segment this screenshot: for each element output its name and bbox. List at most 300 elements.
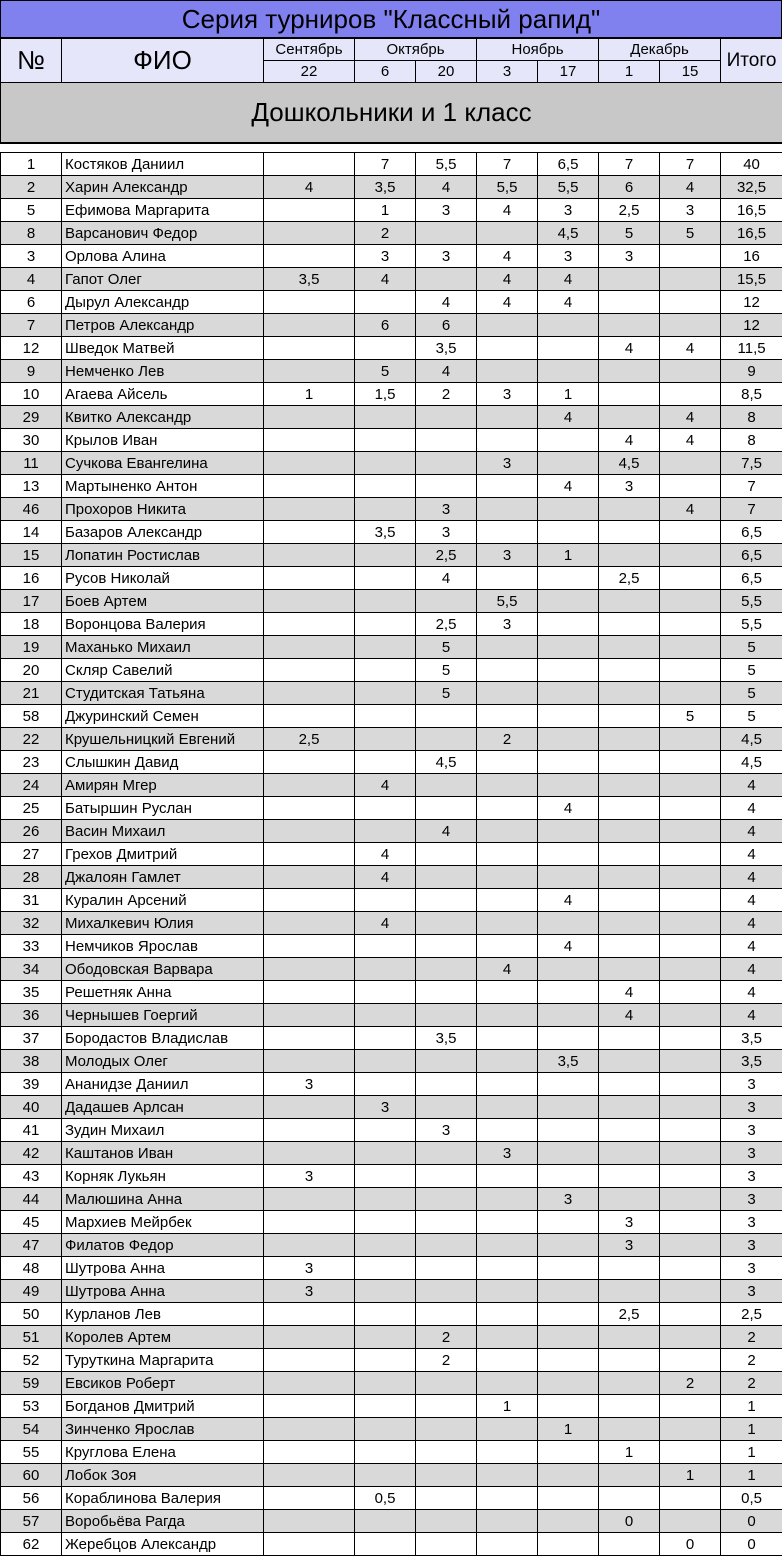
score-cell [660, 1303, 721, 1326]
score-cell: 3,5 [355, 176, 416, 199]
total-cell: 4 [721, 935, 782, 958]
player-name-cell: Сучкова Евангелина [62, 452, 264, 475]
player-name-cell: Каштанов Иван [62, 1142, 264, 1165]
score-cell [264, 245, 355, 268]
score-cell [264, 1349, 355, 1372]
rank-cell: 38 [1, 1050, 62, 1073]
score-cell [264, 222, 355, 245]
score-cell [264, 1211, 355, 1234]
score-cell [264, 429, 355, 452]
standings-table [0, 38, 782, 1556]
score-cell [355, 1188, 416, 1211]
score-cell [416, 912, 477, 935]
score-cell [355, 429, 416, 452]
score-cell [264, 544, 355, 567]
score-cell: 1 [264, 383, 355, 406]
total-cell: 32,5 [721, 176, 782, 199]
score-cell [477, 1004, 538, 1027]
table-row [1, 1487, 782, 1510]
score-cell [538, 1510, 599, 1533]
rank-cell: 24 [1, 774, 62, 797]
score-cell [538, 1349, 599, 1372]
score-cell [477, 1119, 538, 1142]
table-row [1, 636, 782, 659]
player-name-cell: Малюшина Анна [62, 1188, 264, 1211]
rank-cell: 39 [1, 1073, 62, 1096]
header-row-months [1, 39, 782, 61]
score-cell [599, 1119, 660, 1142]
score-cell: 4 [477, 245, 538, 268]
score-cell [264, 797, 355, 820]
score-cell [355, 498, 416, 521]
player-name-cell: Харин Александр [62, 176, 264, 199]
score-cell: 2,5 [599, 567, 660, 590]
header-month-december: Декабрь [599, 39, 721, 61]
score-cell [477, 1257, 538, 1280]
rank-cell: 23 [1, 751, 62, 774]
score-cell [599, 360, 660, 383]
table-row [1, 797, 782, 820]
table-row [1, 981, 782, 1004]
total-cell: 3,5 [721, 1050, 782, 1073]
rank-cell: 26 [1, 820, 62, 843]
score-cell: 5 [416, 682, 477, 705]
score-cell: 4 [416, 360, 477, 383]
header-month-september: Сентябрь [264, 39, 355, 61]
score-cell: 3 [599, 475, 660, 498]
score-cell [477, 1372, 538, 1395]
rank-cell: 5 [1, 199, 62, 222]
score-cell: 3 [416, 498, 477, 521]
score-cell: 4 [538, 268, 599, 291]
score-cell: 3 [416, 521, 477, 544]
score-cell [416, 1234, 477, 1257]
score-cell: 5 [660, 705, 721, 728]
score-cell [660, 1027, 721, 1050]
score-cell [660, 774, 721, 797]
score-cell [538, 521, 599, 544]
score-cell: 4,5 [599, 452, 660, 475]
score-cell [477, 1050, 538, 1073]
score-cell [355, 958, 416, 981]
rank-cell: 25 [1, 797, 62, 820]
total-cell: 4 [721, 958, 782, 981]
score-cell [355, 337, 416, 360]
score-cell [599, 636, 660, 659]
score-cell: 4,5 [538, 222, 599, 245]
score-cell [660, 360, 721, 383]
total-cell: 1 [721, 1464, 782, 1487]
score-cell [416, 774, 477, 797]
score-cell [599, 406, 660, 429]
total-cell: 12 [721, 314, 782, 337]
table-row [1, 958, 782, 981]
player-name-cell: Круглова Елена [62, 1441, 264, 1464]
score-cell [477, 521, 538, 544]
score-cell: 2 [416, 383, 477, 406]
score-cell [538, 1234, 599, 1257]
score-cell: 3 [264, 1257, 355, 1280]
score-cell [264, 1441, 355, 1464]
score-cell [538, 958, 599, 981]
player-name-cell: Базаров Александр [62, 521, 264, 544]
score-cell: 7 [599, 153, 660, 176]
rank-cell: 46 [1, 498, 62, 521]
score-cell [538, 452, 599, 475]
total-cell: 3 [721, 1119, 782, 1142]
table-row [1, 590, 782, 613]
player-name-cell: Мартыненко Антон [62, 475, 264, 498]
score-cell [264, 613, 355, 636]
score-cell [599, 1326, 660, 1349]
rank-cell: 30 [1, 429, 62, 452]
score-cell: 4 [538, 406, 599, 429]
score-cell [599, 1372, 660, 1395]
rank-cell: 7 [1, 314, 62, 337]
score-cell [660, 590, 721, 613]
player-name-cell: Петров Александр [62, 314, 264, 337]
score-cell [660, 843, 721, 866]
score-cell: 3 [599, 1234, 660, 1257]
rank-cell: 52 [1, 1349, 62, 1372]
header-day: 1 [599, 61, 660, 83]
table-row [1, 1464, 782, 1487]
score-cell [477, 567, 538, 590]
table-row [1, 199, 782, 222]
total-cell: 3,5 [721, 1027, 782, 1050]
score-cell [599, 1027, 660, 1050]
rank-cell: 45 [1, 1211, 62, 1234]
rank-cell: 49 [1, 1280, 62, 1303]
player-name-cell: Королев Артем [62, 1326, 264, 1349]
player-name-cell: Батыршин Руслан [62, 797, 264, 820]
score-cell [264, 1303, 355, 1326]
score-cell [538, 774, 599, 797]
score-cell [660, 1188, 721, 1211]
score-cell [538, 613, 599, 636]
score-cell [355, 1510, 416, 1533]
score-cell [538, 1487, 599, 1510]
rank-cell: 18 [1, 613, 62, 636]
total-cell: 2,5 [721, 1303, 782, 1326]
header-total: Итого [721, 39, 782, 83]
score-cell: 1 [538, 544, 599, 567]
score-cell: 3,5 [416, 337, 477, 360]
total-cell: 4 [721, 820, 782, 843]
score-cell [599, 958, 660, 981]
total-cell: 3 [721, 1211, 782, 1234]
total-cell: 0,5 [721, 1487, 782, 1510]
score-cell: 3 [538, 199, 599, 222]
score-cell [660, 889, 721, 912]
score-cell [660, 981, 721, 1004]
score-cell: 4 [599, 981, 660, 1004]
header-day: 22 [264, 61, 355, 83]
rank-cell: 58 [1, 705, 62, 728]
score-cell [264, 1119, 355, 1142]
score-cell [416, 1280, 477, 1303]
player-name-cell: Джуринский Семен [62, 705, 264, 728]
score-cell [599, 1487, 660, 1510]
score-cell [477, 222, 538, 245]
score-cell [538, 636, 599, 659]
score-cell: 3 [264, 1280, 355, 1303]
total-cell: 4 [721, 866, 782, 889]
score-cell [264, 498, 355, 521]
score-cell: 4,5 [416, 751, 477, 774]
score-cell [416, 1165, 477, 1188]
score-cell [660, 1050, 721, 1073]
score-cell [355, 682, 416, 705]
score-cell [599, 889, 660, 912]
table-row [1, 153, 782, 176]
total-cell: 3 [721, 1096, 782, 1119]
player-name-cell: Курланов Лев [62, 1303, 264, 1326]
score-cell [538, 820, 599, 843]
player-name-cell: Прохоров Никита [62, 498, 264, 521]
score-cell [416, 1487, 477, 1510]
rank-cell: 17 [1, 590, 62, 613]
score-cell [416, 981, 477, 1004]
score-cell [538, 1073, 599, 1096]
rank-cell: 60 [1, 1464, 62, 1487]
score-cell: 4 [599, 337, 660, 360]
score-cell [355, 728, 416, 751]
score-cell: 4 [477, 199, 538, 222]
score-cell [660, 1096, 721, 1119]
score-cell [355, 613, 416, 636]
score-cell: 3,5 [355, 521, 416, 544]
score-cell [477, 843, 538, 866]
score-cell: 5 [355, 360, 416, 383]
score-cell: 5,5 [538, 176, 599, 199]
score-cell [660, 1073, 721, 1096]
rank-cell: 47 [1, 1234, 62, 1257]
player-name-cell: Варсанович Федор [62, 222, 264, 245]
player-name-cell: Корняк Лукьян [62, 1165, 264, 1188]
rank-cell: 13 [1, 475, 62, 498]
score-cell [355, 1027, 416, 1050]
score-cell: 4 [538, 889, 599, 912]
total-cell: 3 [721, 1280, 782, 1303]
score-cell [599, 383, 660, 406]
score-cell [355, 452, 416, 475]
score-cell [355, 751, 416, 774]
score-cell [660, 820, 721, 843]
table-row [1, 935, 782, 958]
score-cell [599, 1418, 660, 1441]
score-cell: 4 [599, 429, 660, 452]
rank-cell: 62 [1, 1533, 62, 1556]
score-cell [660, 544, 721, 567]
score-cell [264, 1395, 355, 1418]
score-cell [416, 797, 477, 820]
player-name-cell: Крушельницкий Евгений [62, 728, 264, 751]
rank-cell: 10 [1, 383, 62, 406]
score-cell [355, 1464, 416, 1487]
score-cell [538, 1326, 599, 1349]
rank-cell: 31 [1, 889, 62, 912]
player-name-cell: Воробьёва Рагда [62, 1510, 264, 1533]
score-cell [264, 452, 355, 475]
score-cell [477, 774, 538, 797]
rank-cell: 11 [1, 452, 62, 475]
table-row [1, 705, 782, 728]
total-cell: 4 [721, 774, 782, 797]
score-cell [538, 751, 599, 774]
score-cell: 4 [660, 337, 721, 360]
score-cell [355, 1326, 416, 1349]
score-cell: 2,5 [599, 1303, 660, 1326]
total-cell: 0 [721, 1533, 782, 1556]
score-cell: 3,5 [416, 1027, 477, 1050]
total-cell: 11,5 [721, 337, 782, 360]
score-cell [538, 1004, 599, 1027]
table-row [1, 1533, 782, 1556]
total-cell: 4 [721, 889, 782, 912]
score-cell [416, 1211, 477, 1234]
total-cell: 3 [721, 1188, 782, 1211]
score-cell [264, 199, 355, 222]
score-cell [538, 498, 599, 521]
player-name-cell: Ефимова Маргарита [62, 199, 264, 222]
score-cell [416, 222, 477, 245]
score-cell [599, 1096, 660, 1119]
player-name-cell: Студитская Татьяна [62, 682, 264, 705]
score-cell: 3 [355, 1096, 416, 1119]
score-cell [538, 1464, 599, 1487]
total-cell: 1 [721, 1418, 782, 1441]
score-cell [599, 268, 660, 291]
score-cell: 2,5 [264, 728, 355, 751]
score-cell [355, 981, 416, 1004]
player-name-cell: Михалкевич Юлия [62, 912, 264, 935]
player-name-cell: Маханько Михаил [62, 636, 264, 659]
score-cell: 6 [416, 314, 477, 337]
player-name-cell: Молодых Олег [62, 1050, 264, 1073]
total-cell: 4 [721, 797, 782, 820]
score-cell [599, 613, 660, 636]
score-cell [660, 452, 721, 475]
table-row [1, 406, 782, 429]
table-row [1, 1372, 782, 1395]
score-cell [355, 1004, 416, 1027]
player-name-cell: Бородастов Владислав [62, 1027, 264, 1050]
score-cell [538, 1119, 599, 1142]
score-cell [416, 1418, 477, 1441]
score-cell [416, 1073, 477, 1096]
score-cell [355, 291, 416, 314]
table-row [1, 498, 782, 521]
player-name-cell: Скляр Савелий [62, 659, 264, 682]
score-cell [660, 567, 721, 590]
rank-cell: 1 [1, 153, 62, 176]
score-cell [599, 1533, 660, 1556]
rank-cell: 48 [1, 1257, 62, 1280]
rank-cell: 59 [1, 1372, 62, 1395]
score-cell [355, 1142, 416, 1165]
table-row [1, 429, 782, 452]
score-cell: 5 [599, 222, 660, 245]
total-cell: 6,5 [721, 544, 782, 567]
score-cell [264, 866, 355, 889]
score-cell: 2 [416, 1349, 477, 1372]
score-cell [264, 521, 355, 544]
score-cell [264, 1050, 355, 1073]
table-row [1, 1096, 782, 1119]
score-cell [660, 866, 721, 889]
score-cell [477, 498, 538, 521]
score-cell: 2 [660, 1372, 721, 1395]
score-cell [599, 521, 660, 544]
player-name-cell: Мархиев Мейрбек [62, 1211, 264, 1234]
score-cell [660, 314, 721, 337]
player-name-cell: Зинченко Ярослав [62, 1418, 264, 1441]
score-cell [416, 1510, 477, 1533]
total-cell: 5 [721, 659, 782, 682]
score-cell: 3 [599, 245, 660, 268]
score-cell [477, 406, 538, 429]
table-row [1, 820, 782, 843]
score-cell [538, 866, 599, 889]
score-cell: 3 [538, 1188, 599, 1211]
score-cell: 4 [538, 475, 599, 498]
score-cell [416, 1096, 477, 1119]
score-cell [477, 1510, 538, 1533]
score-cell [477, 682, 538, 705]
rank-cell: 34 [1, 958, 62, 981]
score-cell [599, 1188, 660, 1211]
score-cell [477, 1188, 538, 1211]
score-cell [355, 889, 416, 912]
score-cell: 3,5 [264, 268, 355, 291]
score-cell [355, 1533, 416, 1556]
total-cell: 3 [721, 1257, 782, 1280]
score-cell [264, 1464, 355, 1487]
score-cell [355, 1372, 416, 1395]
player-name-cell: Васин Михаил [62, 820, 264, 843]
score-cell [599, 751, 660, 774]
total-cell: 15,5 [721, 268, 782, 291]
player-name-cell: Зудин Михаил [62, 1119, 264, 1142]
table-row [1, 682, 782, 705]
score-cell: 3,5 [538, 1050, 599, 1073]
score-cell: 2,5 [416, 544, 477, 567]
rank-cell: 15 [1, 544, 62, 567]
player-name-cell: Немченко Лев [62, 360, 264, 383]
score-cell [355, 797, 416, 820]
score-cell: 5,5 [477, 590, 538, 613]
score-cell [355, 1073, 416, 1096]
score-cell [477, 1303, 538, 1326]
player-name-cell: Немчиков Ярослав [62, 935, 264, 958]
score-cell [416, 889, 477, 912]
score-cell [660, 1395, 721, 1418]
score-cell: 4 [416, 567, 477, 590]
score-cell [660, 1349, 721, 1372]
score-cell [416, 406, 477, 429]
total-cell: 5 [721, 682, 782, 705]
score-cell [355, 475, 416, 498]
score-cell: 6,5 [538, 153, 599, 176]
rank-cell: 56 [1, 1487, 62, 1510]
table-row [1, 728, 782, 751]
score-cell [416, 1188, 477, 1211]
score-cell [599, 705, 660, 728]
score-cell [477, 1211, 538, 1234]
score-cell: 3 [355, 245, 416, 268]
score-cell: 1 [599, 1441, 660, 1464]
